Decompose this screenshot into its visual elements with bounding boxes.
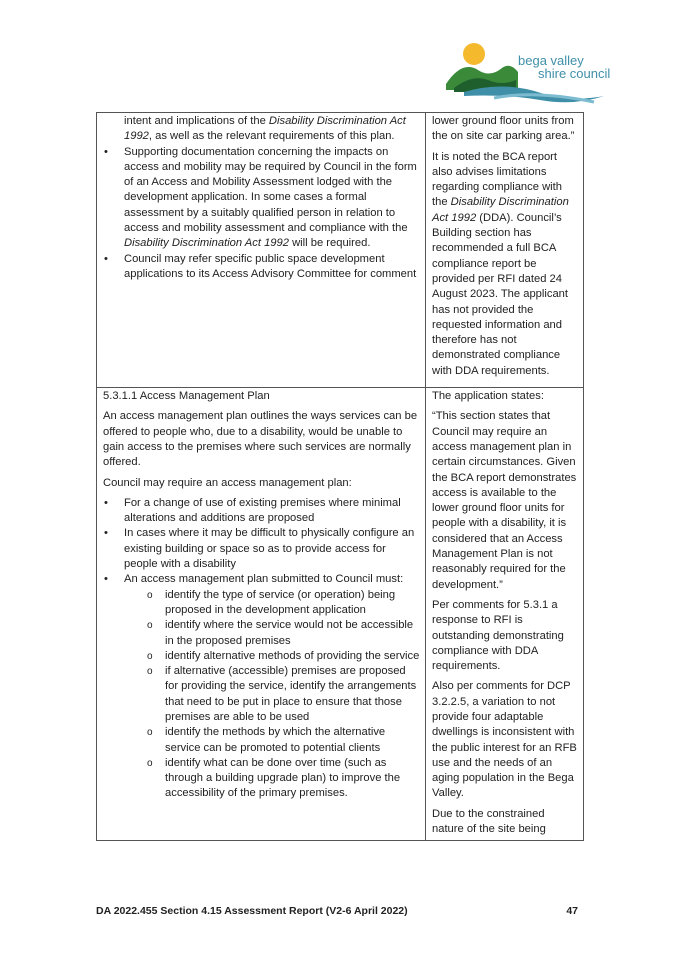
text-run: (DDA). Council’s Building section has recommended a full BCA compliance report be provided per RFI dated 24 August 2023. The applicant has not provided the requested information and therefore has not demonstrated compliance with DDA requirements. <box>432 211 569 377</box>
act-title: Disability Discrimination Act 1992 <box>124 115 406 143</box>
logo-wordmark <box>518 54 610 80</box>
page-number: 47 <box>566 905 578 917</box>
paragraph: The application states: <box>432 390 544 403</box>
bullet-list <box>103 496 420 802</box>
text-run: It is noted the BCA report also advises limitations regarding compliance with the <box>432 150 562 209</box>
footer-title: DA 2022.455 Section 4.15 Assessment Report (V2-6 April 2022) <box>96 905 408 917</box>
text-run: An access management plan submitted to Council must: <box>124 573 404 586</box>
paragraph: Council may require an access management plan: <box>103 476 352 489</box>
sub-list-item: o identify the type of service (or operation) being proposed in the development application <box>165 588 420 619</box>
act-title: Disability Discrimination Act 1992 <box>124 237 289 250</box>
list-item: • In cases where it may be difficult to physically configure an existing building or space so as to provide access for people with a disability <box>124 526 420 572</box>
bullet-list <box>103 114 420 282</box>
section-heading: 5.3.1.1 Access Management Plan <box>103 390 270 403</box>
sub-list-item: o identify where the service would not be accessible in the proposed premises <box>165 618 420 649</box>
table-row <box>97 388 584 841</box>
page-footer <box>96 905 580 917</box>
comment-cell <box>426 113 584 388</box>
list-item <box>124 572 420 801</box>
assessment-table <box>96 112 584 841</box>
logo-line-1: bega valley <box>518 53 584 68</box>
paragraph <box>432 150 578 379</box>
comment-cell <box>426 388 584 841</box>
paragraph: “This section states that Council may require an access management plan in certain circumstances. Given the BCA report demonstrates access is available to the lower ground floor units for people with a disability, it is considered that an Access Management Plan is not reasonably required for the development.” <box>432 410 577 591</box>
paragraph: Also per comments for DCP 3.2.2.5, a variation to not provide four adaptable dwellings is inconsistent with the public interest for an RFB use and the needs of an aging population in the Bega Valley. <box>432 680 577 800</box>
paragraph: An access management plan outlines the ways services can be offered to people who, due to a disability, would be unable to gain access to the premises where such services are normally offered. <box>103 410 418 469</box>
logo-line-2: shire council <box>538 66 611 81</box>
text-run: intent and implications of the <box>124 115 269 127</box>
sub-list-item: o if alternative (accessible) premises are proposed for providing the service, identify the arrangements that need to be put in place to ensure that those premises are able to be used <box>165 664 420 725</box>
table-row <box>97 113 584 388</box>
act-title: Disability Discrimination Act 1992 <box>432 196 569 224</box>
sub-list-item: o identify alternative methods of providing the service <box>165 649 420 664</box>
text-run: , as well as the relevant requirements of this plan. <box>148 130 395 143</box>
requirement-cell <box>97 113 426 388</box>
list-item <box>124 145 420 252</box>
paragraph: Per comments for 5.3.1 a response to RFI is outstanding demonstrating compliance with DDA requirements. <box>432 598 564 673</box>
sun-shape <box>463 43 485 65</box>
list-item: • Council may refer specific public space development applications to its Access Advisory Committee for comment <box>124 252 420 283</box>
list-item: • For a change of use of existing premises where minimal alterations and additions are proposed <box>124 496 420 527</box>
text-run: will be required. <box>288 237 371 250</box>
sub-list <box>124 588 420 802</box>
text-run: Supporting documentation concerning the impacts on access and mobility may be required by Council in the form of an Access and Mobility Assessment lodged with the development application. In some cases a formal assessment by a suitably qualified person in relation to access and mobility assessment and compliance with the <box>124 145 417 235</box>
requirement-cell <box>97 388 426 841</box>
sub-list-item: o identify what can be done over time (such as through a building upgrade plan) to improve the accessibility of the primary premises. <box>165 756 420 802</box>
sub-list-item: o identify the methods by which the alternative service can be promoted to potential clients <box>165 725 420 756</box>
paragraph: lower ground floor units from the on site car parking area.” <box>432 115 575 143</box>
list-item-continued <box>124 114 420 145</box>
paragraph: Due to the constrained nature of the site being <box>432 807 546 836</box>
